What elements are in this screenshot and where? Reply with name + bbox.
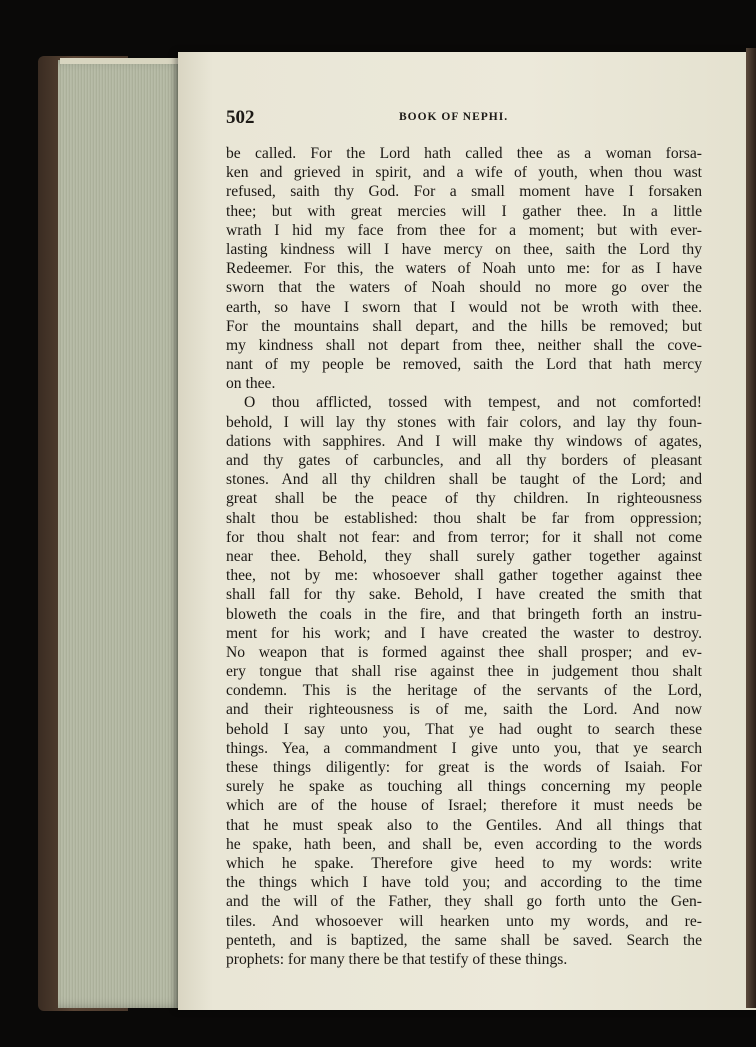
text-line: and the will of the Father, they shall go forth unto the Gen- [226, 893, 702, 911]
text-line: penteth, and is baptized, the same shall be saved. Search the [226, 931, 702, 949]
page-body-text [226, 144, 702, 969]
text-line: ment for his work; and I have created the waster to destroy. [226, 624, 702, 642]
text-line: on thee. [226, 375, 276, 393]
text-line: thee, not by me: whosoever shall gather together against thee [226, 567, 702, 585]
text-line: sworn that the waters of Noah should no more go over the [226, 279, 702, 297]
text-line: Redeemer. For this, the waters of Noah unto me: for as I have [226, 260, 702, 278]
text-line: behold, I will lay thy stones with fair colors, and lay thy foun- [226, 413, 702, 431]
facing-page-edge [746, 48, 756, 1008]
page-edges [58, 60, 186, 1008]
text-line: shall fall for thy sake. Behold, I have created the smith that [226, 586, 702, 604]
paragraph [226, 393, 702, 969]
text-line: that he must speak also to the Gentiles. And all things that [226, 816, 702, 834]
text-line: refused, saith thy God. For a small moment have I forsaken [226, 183, 702, 201]
text-line: behold I say unto you, That ye had ought to search these [226, 720, 702, 738]
text-line: shalt thou be established: thou shalt be far from oppression; [226, 509, 702, 527]
text-line: ery tongue that shall rise against thee in judgement thou shalt [226, 663, 702, 681]
text-line: For the mountains shall depart, and the hills be removed; but [226, 317, 702, 335]
text-line: the things which I have told you; and according to the time [226, 874, 702, 892]
text-line: thee; but with great mercies will I gather thee. In a little [226, 202, 702, 220]
text-line: my kindness shall not depart from thee, neither shall the cove- [226, 336, 702, 354]
text-line: great shall be the peace of thy children. In righteousness [226, 490, 702, 508]
text-line: these things diligently: for great is the words of Isaiah. For [226, 759, 702, 776]
text-line: which are of the house of Israel; therefore it must needs be [226, 797, 702, 815]
text-line: condemn. This is the heritage of the servants of the Lord, [226, 682, 702, 700]
text-line: dations with sapphires. And I will make thy windows of agates, [226, 432, 702, 450]
page-edges-top [60, 58, 188, 64]
text-line: stones. And all thy children shall be taught of the Lord; and [226, 471, 702, 489]
text-line: for thou shalt not fear: and from terror; for it shall not come [226, 528, 702, 546]
paragraph [226, 144, 702, 393]
text-line: lasting kindness will I have mercy on thee, saith the Lord thy [226, 240, 702, 258]
text-line: near thee. Behold, they shall surely gather together against [226, 547, 702, 565]
page-header [226, 107, 736, 129]
text-line: surely he spake as touching all things concerning my people [226, 778, 702, 796]
text-line: and thy gates of carbuncles, and all thy borders of pleasant [226, 452, 702, 469]
text-line: tiles. And whosoever will hearken unto my words, and re- [226, 912, 702, 930]
text-line: ken and grieved in spirit, and a wife of youth, when thou wast [226, 164, 702, 182]
text-line: be called. For the Lord hath called thee as a woman forsa- [226, 145, 702, 162]
running-title: BOOK OF NEPHI. [399, 111, 509, 123]
text-line: wrath I hid my face from thee for a moment; but with ever- [226, 221, 702, 239]
text-line: which he spake. Therefore give heed to my words: write [226, 854, 702, 872]
text-line: nant of my people be removed, saith the Lord that hath mercy [226, 356, 702, 374]
text-line: earth, so have I sworn that I would not be wroth with thee. [226, 298, 702, 316]
text-line: things. Yea, a commandment I give unto you, that ye search [226, 739, 702, 757]
text-line: prophets: for many there be that testify of these things. [226, 950, 568, 968]
text-line: No weapon that is formed against thee shall prosper; and ev- [226, 643, 702, 661]
page-number: 502 [226, 107, 255, 128]
text-line: O thou afflicted, tossed with tempest, and not comforted! [244, 394, 702, 412]
text-line: bloweth the coals in the fire, and that bringeth forth an instru- [226, 605, 702, 623]
text-line: and their righteousness is of me, saith the Lord. And now [226, 701, 702, 719]
text-line: he spake, hath been, and shall be, even according to the words [226, 835, 702, 853]
